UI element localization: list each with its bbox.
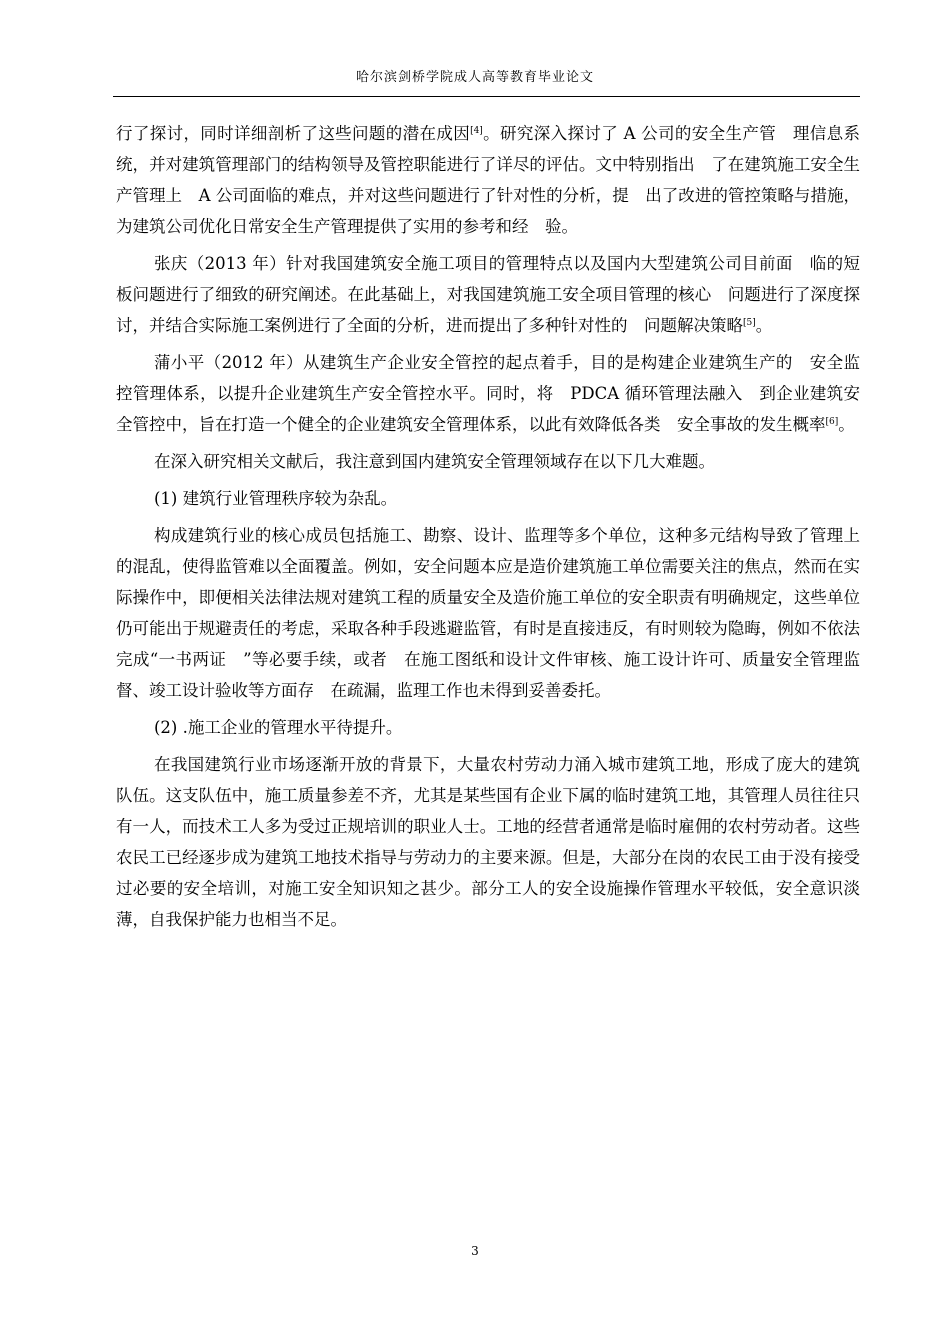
section-heading: (1) 建筑行业管理秩序较为杂乱。 xyxy=(154,489,398,508)
citation-ref: [6] xyxy=(825,417,839,427)
paragraph: 在深入研究相关文献后，我注意到国内建筑安全管理领域存在以下几大难题。 xyxy=(154,452,715,471)
paragraph: 张庆（2013 年）针对我国建筑安全施工项目的管理特点以及国内大型建筑公司目前面 临的短板问题进行了细致的研究阐述。在此基础上，对我国建筑施工安全项目管理的核心 问题进行了深度探讨，并结合实际施工案例进行了全面的分析，进而提出了多种针对性的 问题解决策略[5]。 xyxy=(116,254,860,335)
paragraph: 在我国建筑行业市场逐渐开放的背景下，大量农村劳动力涌入城市建筑工地，形成了庞大的建筑队伍。这支队伍中，施工质量参差不齐，尤其是某些国有企业下属的临时建筑工地，其管理人员往往只有一人，而技术工人多为受过正规培训的职业人士。工地的经营者通常是临时雇佣的农村劳动者。这些农民工已经逐步成为建筑工地技术指导与劳动力的主要来源。但是，大部分在岗的农民工由于没有接受过必要的安全培训，对施工安全知识知之甚少。部分工人的安全设施操作管理水平较低，安全意识淡薄，自我保护能力也相当不足。 xyxy=(116,755,860,929)
section-heading: (2) .施工企业的管理水平待提升。 xyxy=(154,718,403,737)
paragraph: 行了探讨，同时详细剖析了这些问题的潜在成因[4]。研究深入探讨了 A 公司的安全生产管 理信息系统，并对建筑管理部门的结构领导及管控职能进行了详尽的评估。文中特别指出 了在建筑施工安全生产管理上 A 公司面临的难点，并对这些问题进行了针对性的分析，提 出了改进的管控策略与措施，为建筑公司优化日常安全生产管理提供了实用的参考和经 验。 xyxy=(116,124,861,236)
page-number: 3 xyxy=(471,1244,479,1258)
paragraph: 构成建筑行业的核心成员包括施工、勘察、设计、监理等多个单位，这种多元结构导致了管理上的混乱，使得监管难以全面覆盖。例如，安全问题本应是造价建筑施工单位需要关注的焦点，然而在实际操作中，即便相关法律法规对建筑工程的质量安全及造价施工单位的安全职责有明确规定，这些单位仍可能出于规避责任的考虑，采取各种手段逃避监管，有时是直接违反，有时则较为隐晦，例如不依法完成“一书两证 ”等必要手续，或者 在施工图纸和设计文件审核、施工设计许可、质量安全管理监督、竣工设计验收等方面存 在疏漏，监理工作也未得到妥善委托。 xyxy=(116,526,860,700)
document-body xyxy=(116,118,860,941)
header-divider xyxy=(113,96,860,97)
paragraph: 蒲小平（2012 年）从建筑生产企业安全管控的起点着手，目的是构建企业建筑生产的 安全监控管理体系，以提升企业建筑生产安全管控水平。同时，将 PDCA 循环管理法融入 到企业建筑安全管控中，旨在打造一个健全的企业建筑安全管理体系，以此有效降低各类 安全事故的发生概率[6]。 xyxy=(116,353,860,434)
citation-ref: [4] xyxy=(470,126,483,136)
running-header: 哈尔滨剑桥学院成人高等教育毕业论文 xyxy=(355,70,594,85)
citation-ref: [5] xyxy=(743,318,756,328)
